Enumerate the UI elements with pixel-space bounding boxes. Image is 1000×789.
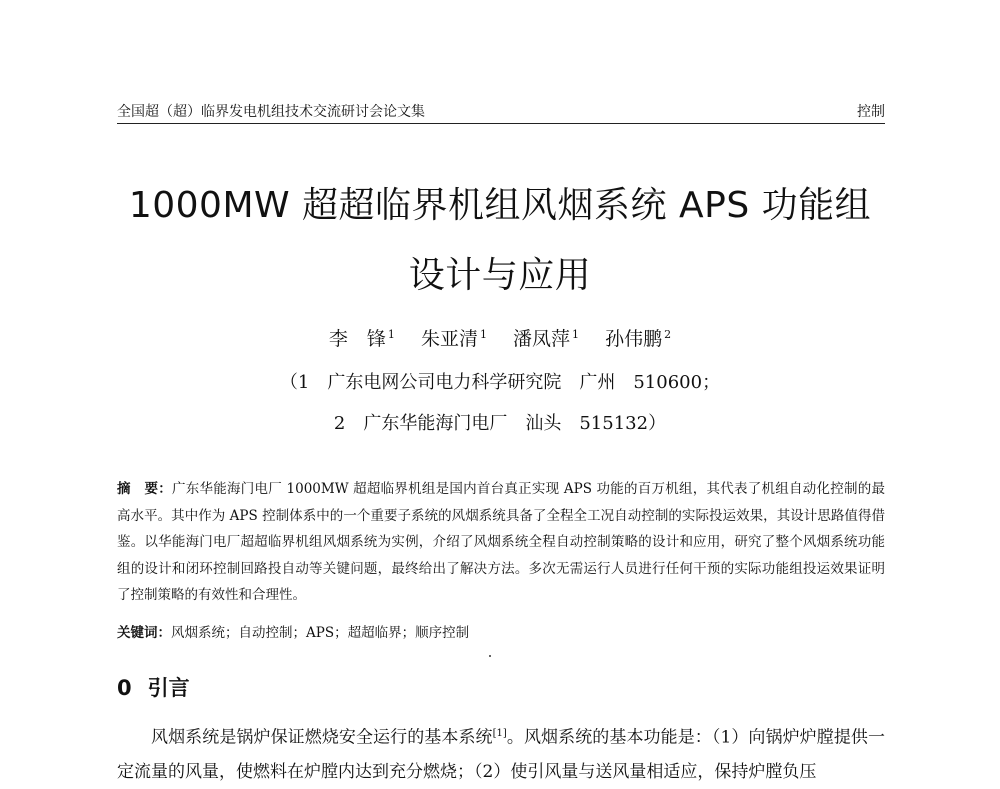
abstract: [117, 476, 885, 609]
scan-speck: [489, 655, 491, 657]
section-title: 引言: [147, 676, 190, 700]
abstract-text: 广东华能海门电厂 1000MW 超超临界机组是国内首台真正实现 APS 功能的百万机组，其代表了机组自动化控制的最高水平。其中作为 APS 控制体系中的一个重要子系统的风烟系统具备了全程全工况自动控制的实际投运效果，其设计思路值得借鉴。以华能海门电厂超超临界机组风烟系统为实例，介绍了风烟系统全程自动控制策略的设计和应用，研究了整个风烟系统功能组的设计和闭环控制回路投自动等关键问题，最终给出了解决方法。多次无需运行人员进行任何干预的实际功能组投运效果证明了控制策略的有效性和合理性。: [117, 481, 885, 603]
keywords-text: 风烟系统；自动控制；APS；超超临界；顺序控制: [171, 625, 470, 641]
header-section-label: 控制: [857, 104, 885, 120]
running-header: [117, 103, 885, 124]
keywords: [117, 622, 885, 644]
author-affiliation-mark: 1: [479, 328, 487, 341]
author: 潘凤萍 $^1$: [513, 328, 580, 350]
keywords-label: 关键词：: [117, 625, 171, 641]
author-affiliation-mark: 2: [664, 328, 672, 341]
affiliation-line-1: （1 广东电网公司电力科学研究院 广州 510600；: [279, 372, 721, 393]
author: 朱亚清 $^1$: [420, 328, 487, 350]
body-paragraph: 风烟系统是锅炉保证燃烧安全运行的基本系统[1]。风烟系统的基本功能是：（1）向锅炉炉膛提供一定流量的风量，使燃料在炉膛内达到充分燃烧；（2）使引风量与送风量相适应，保持炉膛负压: [117, 727, 885, 782]
abstract-label: 摘 要：: [117, 481, 172, 497]
author-affiliation-mark: 1: [387, 328, 395, 341]
author: 孙伟鹏 $^2$: [605, 328, 672, 350]
affiliation-line-2: 2 广东华能海门电厂 汕头 515132）: [333, 413, 667, 434]
section-number: 0: [117, 676, 132, 700]
header-proceedings-title: 全国超（超）临界发电机组技术交流研讨会论文集: [117, 104, 425, 120]
author-list: [0, 327, 1000, 351]
paper-title-line-1: 1000MW 超超临界机组风烟系统 APS 功能组: [128, 185, 872, 226]
author: 李 锋 $^1$: [328, 328, 395, 350]
citation-mark: [1]: [492, 728, 507, 739]
author-affiliation-mark: 1: [572, 328, 580, 341]
paper-title-line-2: 设计与应用: [408, 255, 592, 296]
section-heading: [117, 675, 190, 701]
